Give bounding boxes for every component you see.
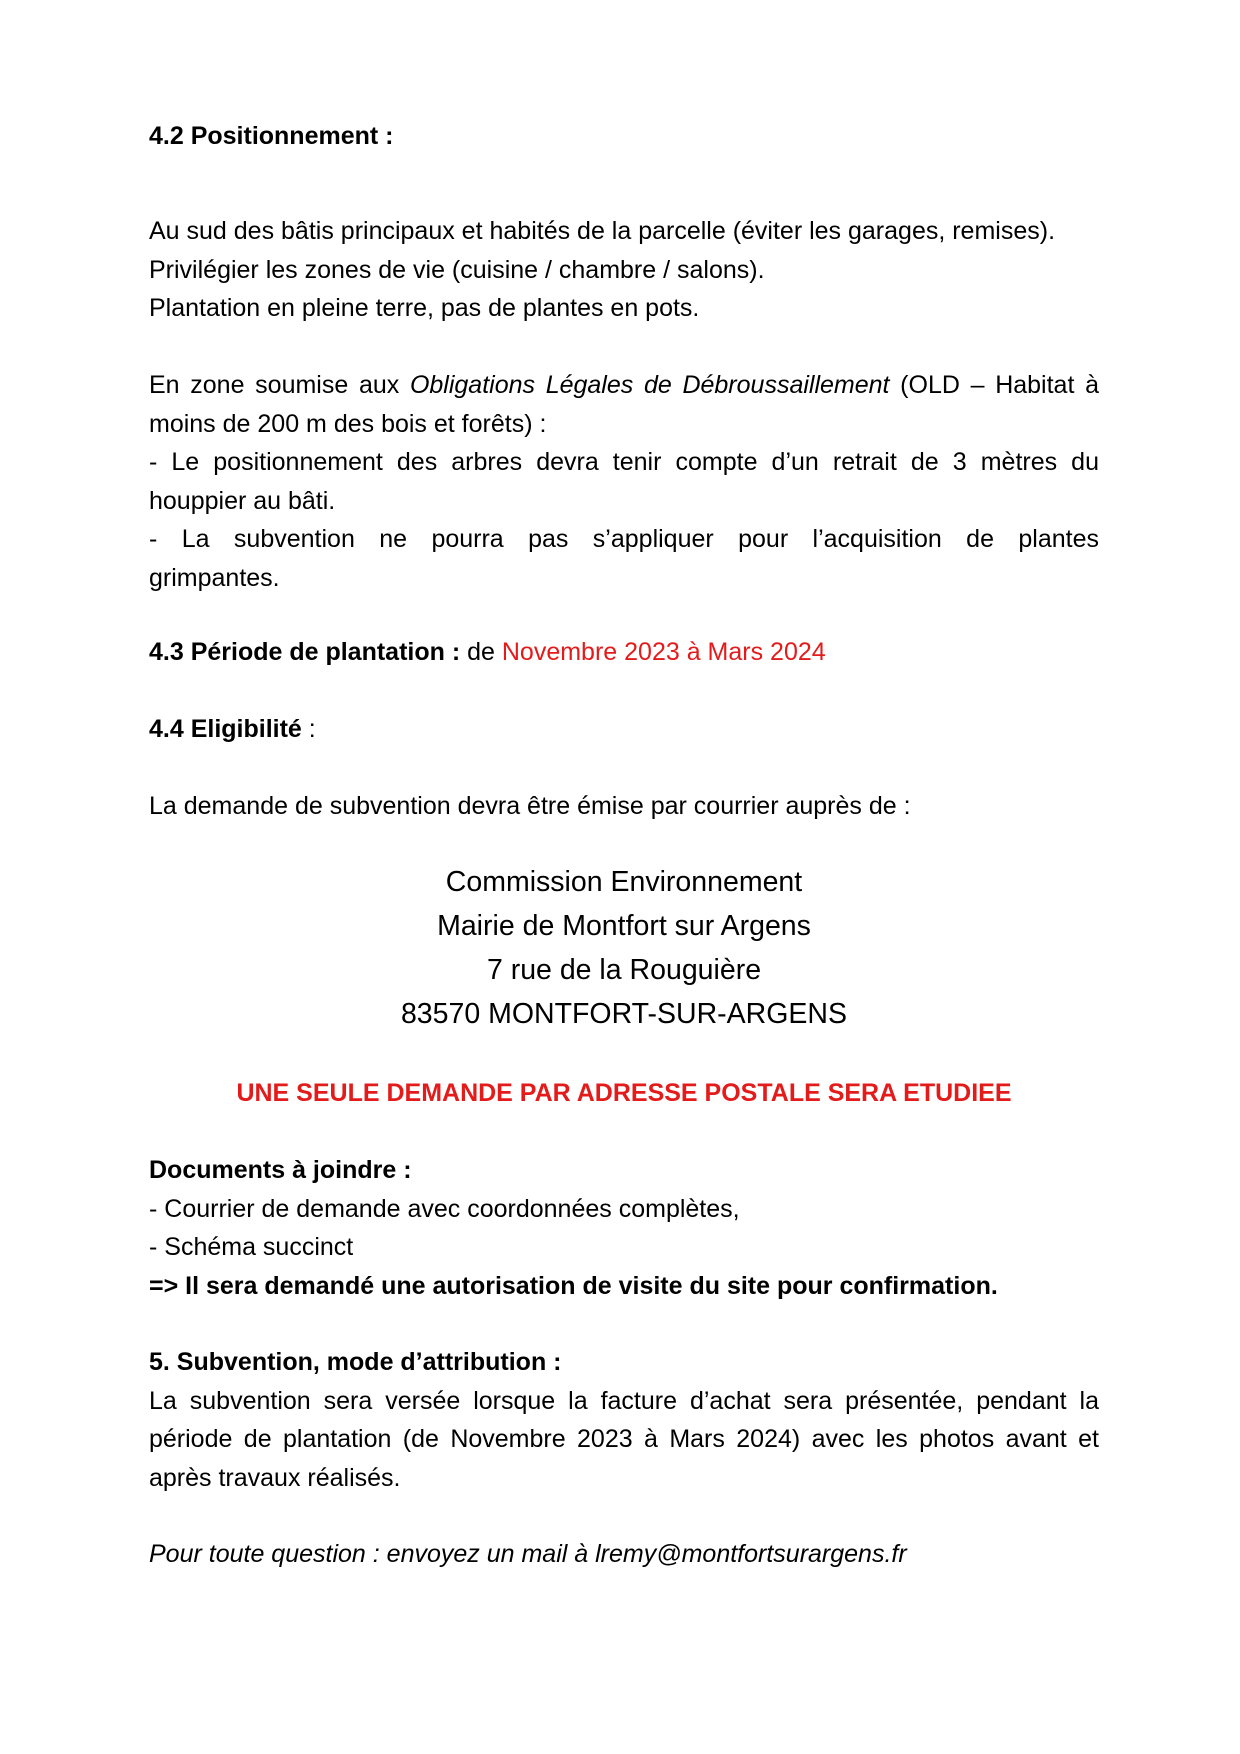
documents-item-2: - Schéma succinct (149, 1233, 354, 1261)
section-4-3 (149, 633, 1099, 672)
section-4-2-heading-block (149, 117, 1099, 156)
section-5-line-3: après travaux réalisés. (149, 1463, 401, 1492)
positioning-line-3: Plantation en pleine terre, pas de plantes en pots. (149, 294, 700, 322)
documents-item-1: - Courrier de demande avec coordonnées complètes, (149, 1194, 740, 1223)
plantation-period: Novembre 2023 à Mars 2024 (501, 638, 826, 666)
section-5 (149, 1343, 1099, 1497)
bullet-1-line-2: houppier au bâti. (149, 486, 336, 515)
bullet-2-line-2: grimpantes. (149, 563, 280, 592)
section-4-2-paragraph (149, 212, 1099, 328)
contact-line: Pour toute question : envoyez un mail à lremy@montfortsurargens.fr (149, 1540, 907, 1568)
section-4-4 (149, 710, 1099, 749)
section-5-line-2: période de plantation (de Novembre 2023 à Mars 2024) avec les photos avant et (149, 1425, 1099, 1453)
eligibility-intro: La demande de subvention devra être émise par courrier auprès de : (149, 792, 911, 820)
section-4-3-line (149, 633, 1099, 672)
section-4-2-heading: 4.2 Positionnement : (149, 122, 394, 150)
single-request-notice: UNE SEULE DEMANDE PAR ADRESSE POSTALE SERA ETUDIEE (236, 1079, 1012, 1107)
section-4-3-prefix: de (460, 638, 502, 666)
old-line-1 (149, 366, 1099, 405)
address-line-1: Commission Environnement (445, 866, 803, 898)
section-4-4-colon: : (301, 715, 316, 743)
postal-address (149, 860, 1099, 1036)
old-prefix: En zone soumise aux (149, 371, 410, 399)
section-5-line-1: La subvention sera versée lorsque la facture d’achat sera présentée, pendant la (149, 1386, 1099, 1415)
eligibility-intro-block (149, 787, 1099, 826)
site-visit-note: => Il sera demandé une autorisation de visite du site pour confirmation. (149, 1271, 998, 1300)
positioning-line-1: Au sud des bâtis principaux et habités de la parcelle (éviter les garages, remises). (149, 217, 1056, 245)
notice-block (149, 1074, 1099, 1113)
old-italic-term: Obligations Légales de Débroussaillement (409, 371, 890, 399)
bullet-1-line-1: - Le positionnement des arbres devra tenir compte d’un retrait de 3 mètres du (149, 448, 1099, 476)
old-paragraph (149, 366, 1099, 597)
section-4-4-line (149, 710, 1099, 749)
section-4-4-heading: 4.4 Eligibilité (149, 715, 302, 743)
bullet-2-line-1: - La subvention ne pourra pas s’appliquer pour l’acquisition de plantes (149, 525, 1099, 553)
documents-heading: Documents à joindre : (149, 1156, 412, 1184)
contact-block (149, 1535, 1099, 1574)
documents-section (149, 1151, 1099, 1305)
address-line-4: 83570 MONTFORT-SUR-ARGENS (400, 998, 848, 1030)
section-4-3-heading: 4.3 Période de plantation : (149, 638, 461, 666)
address-line-3: 7 rue de la Rouguière (486, 954, 762, 986)
address-line-2: Mairie de Montfort sur Argens (437, 910, 811, 942)
old-suffix: (OLD – Habitat à (889, 371, 1099, 399)
old-line-2: moins de 200 m des bois et forêts) : (149, 409, 547, 438)
section-5-heading: 5. Subvention, mode d’attribution : (149, 1348, 562, 1376)
positioning-line-2: Privilégier les zones de vie (cuisine / chambre / salons). (149, 255, 765, 284)
